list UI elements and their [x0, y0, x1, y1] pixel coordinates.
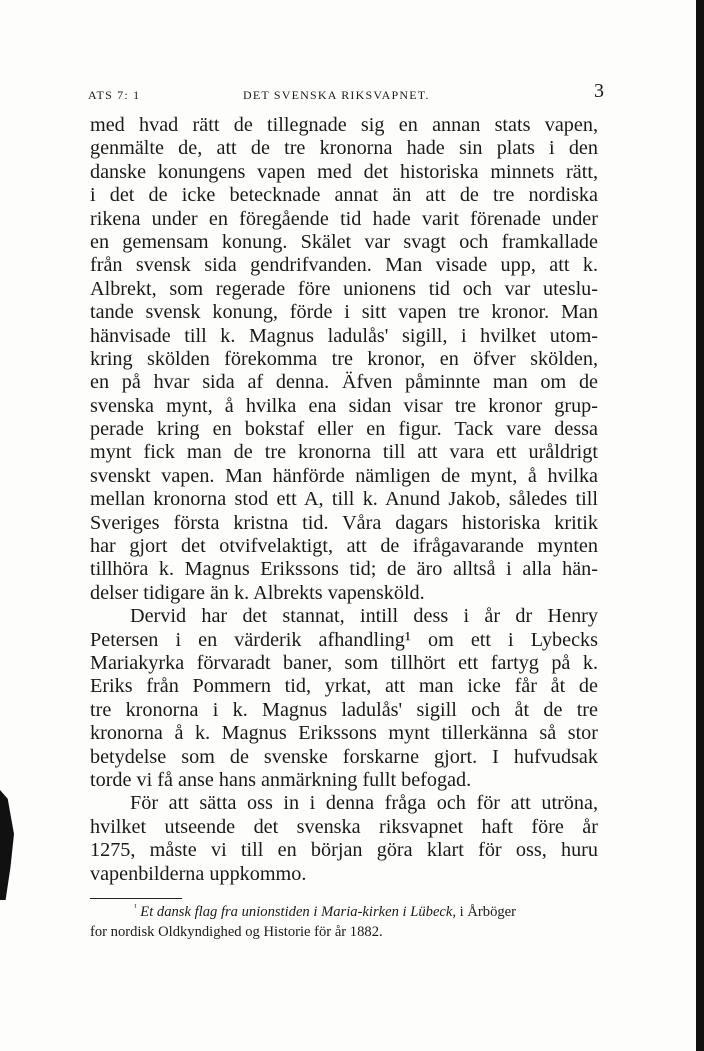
text-line: För att sätta oss in i denna fråga och för att utröna,	[130, 792, 598, 815]
text-line: Mariakyrka förvaradt baner, som tillhört ett fartyg på k.	[90, 651, 598, 674]
footnote-line: for nordisk Oldkyndighed og Historie för år 1882.	[90, 924, 383, 940]
text-line: kring skölden förekomma tre kronor, en öfver skölden,	[90, 347, 598, 370]
text-line: Dervid har det stannat, intill dess i år dr Henry	[130, 605, 598, 628]
body-text	[90, 114, 598, 886]
running-head-left: ATS 7: 1	[88, 88, 141, 102]
footnote	[90, 902, 598, 942]
text-line: svenskt vapen. Man hänförde nämligen de mynt, å hvilka	[90, 464, 598, 487]
text-line: från svensk sida gendrifvanden. Man visade upp, att k.	[90, 254, 598, 277]
footnote-marker: ¹	[134, 902, 137, 913]
text-line: rikena under en föregående tid hade varit förenade under	[90, 207, 598, 230]
text-line: Eriks från Pommern tid, yrkat, att man icke får åt de	[90, 675, 598, 698]
footnote-source: i Årböger	[456, 904, 517, 920]
text-line: mellan kronorna stod ett A, till k. Anund Jakob, således till	[90, 488, 598, 511]
text-line: hvilket utseende det svenska riksvapnet haft före år	[90, 815, 598, 838]
text-line: danske konungens vapen med det historiska minnets rätt,	[90, 160, 598, 183]
text-line: mynt fick man de tre kronorna till att vara ett uråldrigt	[90, 441, 598, 464]
footnote-title: Et dansk flag fra unionstiden i Maria-kirken i Lübeck,	[140, 904, 457, 920]
text-line: tande svensk konung, förde i sitt vapen tre kronor. Man	[90, 301, 598, 324]
text-line: Petersen i en värderik afhandling¹ om ett i Lybecks	[90, 628, 598, 651]
scan-edge-border	[696, 0, 704, 1051]
text-line: svenska mynt, å hvilka ena sidan visar tre kronor grup-	[90, 394, 598, 417]
text-line: torde vi få anse hans anmärkning fullt befogad.	[90, 768, 472, 791]
text-line: kronorna å k. Magnus Erikssons mynt tillerkänna så stor	[90, 722, 598, 745]
text-line: vapenbilderna uppkommo.	[90, 862, 307, 885]
text-line: en gemensam konung. Skälet var svagt och framkallade	[90, 230, 598, 253]
text-line: Albrekt, som regerade före unionens tid och var uteslu-	[90, 277, 598, 300]
text-line: genmälte de, att de tre kronorna hade sin plats i den	[90, 137, 598, 160]
text-line: tre kronorna i k. Magnus ladulås' sigill och åt de tre	[90, 698, 598, 721]
running-head	[88, 80, 604, 104]
text-line: perade kring en bokstaf eller en figur. Tack vare dessa	[90, 418, 598, 441]
text-line: hänvisade till k. Magnus ladulås' sigill, i hvilket utom-	[90, 324, 598, 347]
footnote-rule	[90, 898, 182, 899]
text-line: med hvad rätt de tillegnade sig en annan stats vapen,	[90, 114, 598, 136]
text-line: Sveriges första kristna tid. Våra dagars historiska kritik	[90, 511, 598, 534]
page-number: 3	[594, 80, 604, 102]
text-line: 1275, måste vi till en början göra klart för oss, huru	[90, 839, 598, 862]
text-line: har gjort det otvifvelaktigt, att de ifrågavarande mynten	[90, 535, 598, 558]
text-line: betydelse som de svenske forskarne gjort. I hufvudsak	[90, 745, 598, 768]
text-line: en på hvar sida af denna. Äfven påminnte man om de	[90, 371, 598, 394]
running-head-title: DET SVENSKA RIKSVAPNET.	[243, 88, 430, 102]
text-line: tillhöra k. Magnus Erikssons tid; de äro alltså i alla hän-	[90, 558, 598, 581]
scan-binding-mark	[0, 790, 14, 900]
text-line: delser tidigare än k. Albrekts vapensköld.	[90, 581, 425, 604]
text-line: i det de icke betecknade annat än att de tre nordiska	[90, 184, 598, 207]
footnote-line	[90, 902, 598, 922]
